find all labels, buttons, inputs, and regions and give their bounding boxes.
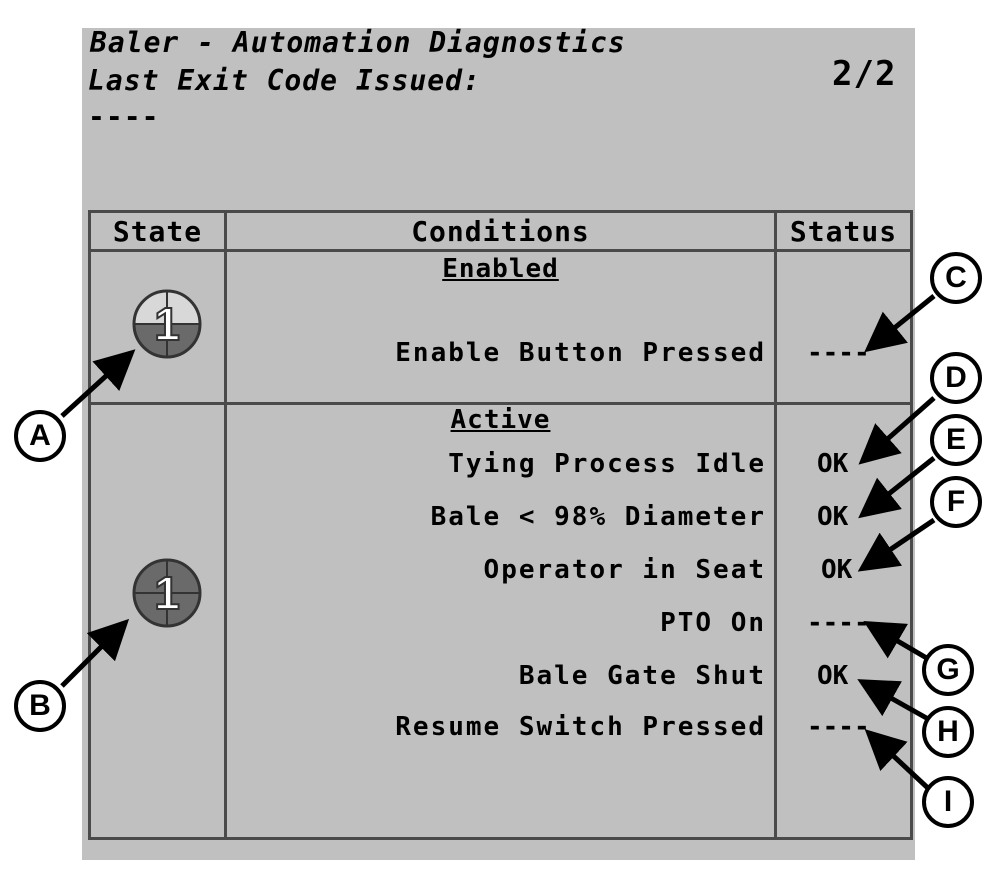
- condition-status: ----: [807, 608, 870, 638]
- section-enabled: [90, 251, 912, 404]
- state-enabled-number: 1: [154, 298, 180, 350]
- status-cell-active: [776, 404, 912, 839]
- condition-label: PTO On: [660, 608, 766, 638]
- state-enabled-icon: [131, 288, 203, 360]
- condition-status: OK: [817, 449, 849, 479]
- callout-d: D: [930, 352, 982, 404]
- screen-title: Baler - Automation Diagnostics: [90, 26, 626, 59]
- condition-status: ----: [807, 712, 870, 742]
- condition-label: Resume Switch Pressed: [395, 712, 766, 742]
- state-active-number: 1: [154, 567, 180, 619]
- condition-status: OK: [821, 555, 853, 585]
- callout-b: B: [14, 680, 66, 732]
- section-heading-enabled: Enabled: [442, 254, 559, 284]
- state-cell-active: [90, 404, 226, 839]
- condition-status: ----: [807, 338, 870, 368]
- section-active: [90, 404, 912, 839]
- state-active-icon: [131, 557, 203, 629]
- section-heading-active: Active: [450, 405, 551, 435]
- condition-label: Bale < 98% Diameter: [430, 502, 766, 532]
- condition-status: OK: [817, 502, 849, 532]
- condition-label: Enable Button Pressed: [395, 338, 766, 368]
- exit-code-label: Last Exit Code Issued:: [88, 64, 481, 97]
- callout-f: F: [930, 476, 982, 528]
- conditions-cell-enabled: [226, 251, 776, 404]
- callout-i: I: [922, 776, 974, 828]
- callout-c: C: [930, 252, 982, 304]
- condition-status: OK: [817, 661, 849, 691]
- conditions-cell-active: [226, 404, 776, 839]
- exit-code-value: ----: [88, 100, 160, 133]
- condition-label: Bale Gate Shut: [518, 661, 766, 691]
- column-header-state: State: [90, 212, 226, 251]
- diagnostics-table: [88, 210, 913, 840]
- callout-h: H: [922, 706, 974, 758]
- page-indicator[interactable]: 2/2: [832, 54, 897, 94]
- column-header-conditions: Conditions: [226, 212, 776, 251]
- condition-label: Operator in Seat: [483, 555, 766, 585]
- status-cell-enabled: [776, 251, 912, 404]
- condition-label: Tying Process Idle: [448, 449, 766, 479]
- column-header-status: Status: [776, 212, 912, 251]
- callout-a: A: [14, 410, 66, 462]
- callout-e: E: [930, 414, 982, 466]
- state-cell-enabled: [90, 251, 226, 404]
- callout-g: G: [922, 644, 974, 696]
